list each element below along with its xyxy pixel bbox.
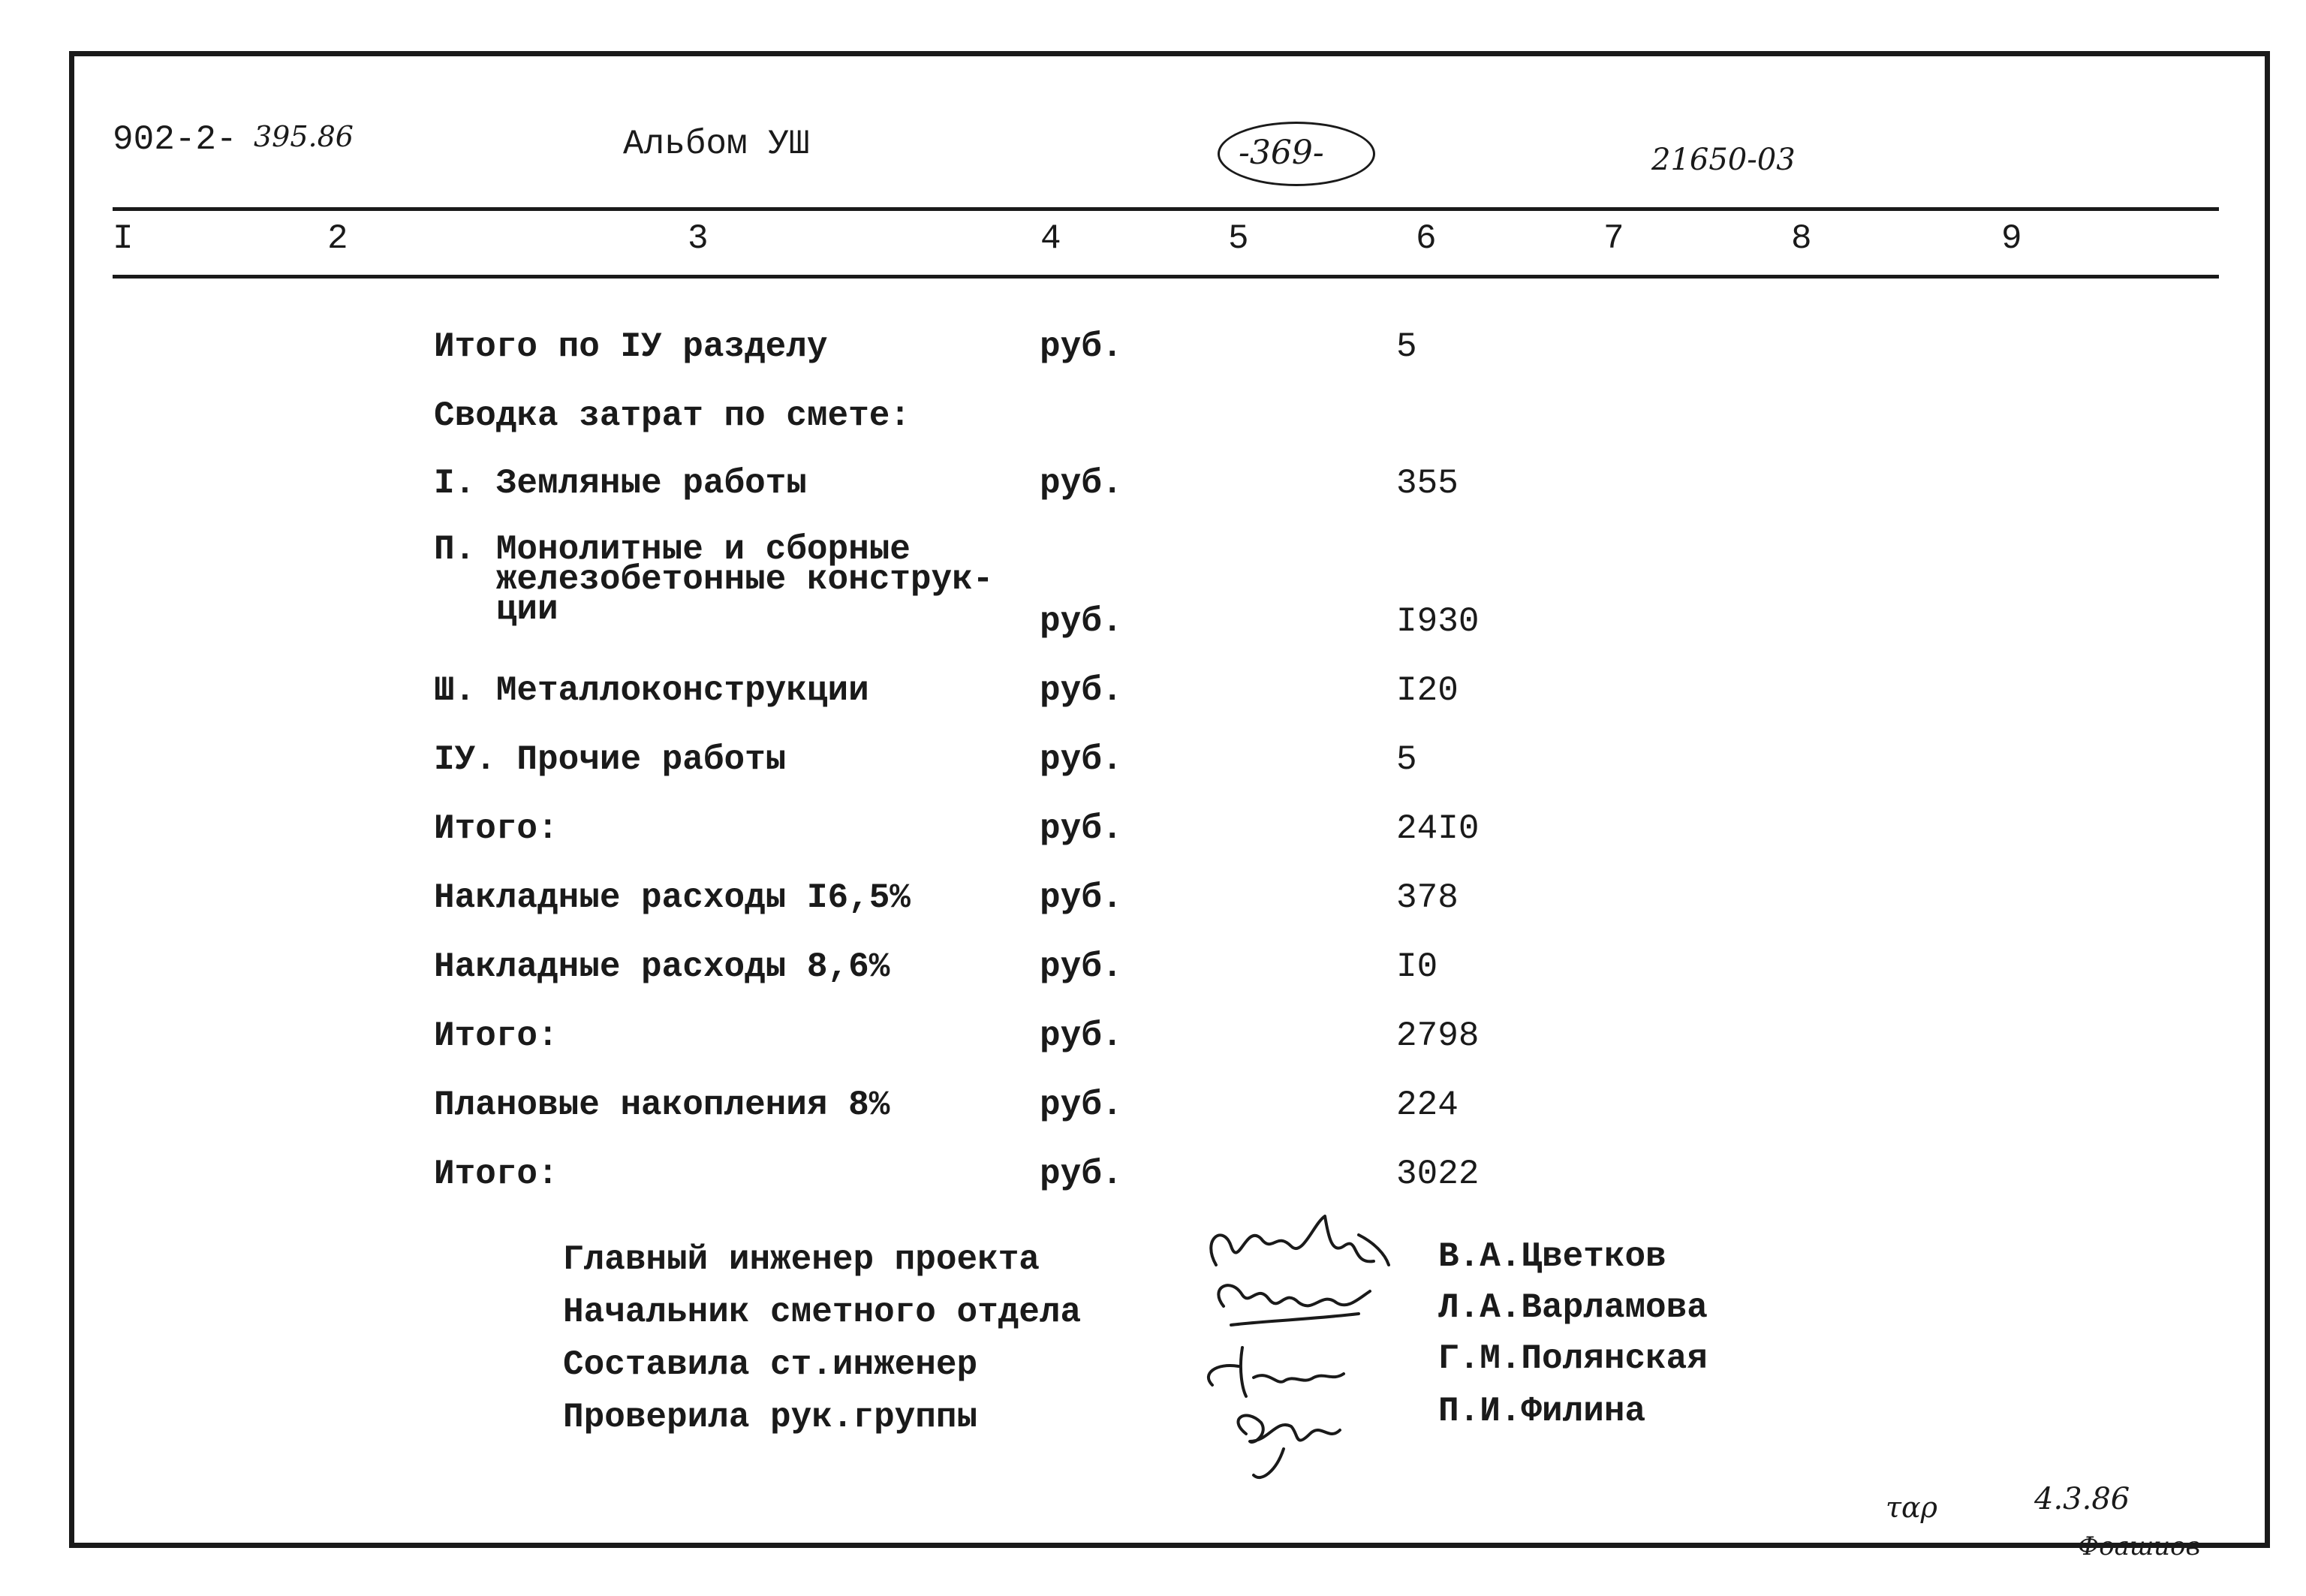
row-unit: руб. [1040,1016,1123,1055]
inventory-number: 21650-03 [1651,143,1796,177]
row-unit: руб. [1040,740,1123,779]
row-value: 2798 [1396,1016,1480,1055]
row-label: Итого: [434,1155,558,1194]
row-value: I930 [1396,602,1480,641]
signature-name: Л.А.Варламова [1438,1288,1708,1327]
doc-code-handwritten: 395.86 [254,120,354,153]
row-value: 355 [1396,464,1459,503]
row-label: Сводка затрат по смете: [434,396,911,435]
doc-code: 902-2- [113,120,237,159]
row-value: 5 [1396,740,1417,779]
handwritten-signatures [1171,1194,1419,1509]
row-label: Накладные расходы I6,5% [434,878,911,917]
signature-role: Составила ст.инженер [563,1345,978,1384]
row-value: 5 [1396,327,1417,366]
handwritten-date: 4.3.86 [2034,1482,2130,1516]
row-label: Итого по IУ разделу [434,327,828,366]
signature-role: Главный инженер проекта [563,1240,1040,1279]
header-rule-top [113,207,2219,211]
page-number: -369- [1239,134,1324,172]
row-unit: руб. [1040,809,1123,848]
handwritten-note: Фоашиов [2078,1531,2201,1561]
column-number: 9 [2001,219,2022,258]
row-unit: руб. [1040,671,1123,710]
signature-name: В.А.Цветков [1438,1237,1666,1276]
row-label: Ш. Металлоконструкции [434,671,869,710]
row-value: 378 [1396,878,1459,917]
signature-name: Г.М.Полянская [1438,1339,1708,1378]
row-unit: руб. [1040,464,1123,503]
column-number: 2 [327,219,348,258]
column-number: 3 [688,219,709,258]
album-title: Альбом УШ [623,125,810,164]
row-label: П. Монолитные и сборные железобетонные конструк- ции [434,530,994,629]
row-unit: руб. [1040,1155,1123,1194]
handwritten-note: ταρ [1886,1491,1938,1524]
column-number: I [113,219,134,258]
row-label: Плановые накопления 8% [434,1086,890,1125]
header-rule-bottom [113,275,2219,279]
row-label: Итого: [434,1016,558,1055]
row-label: IУ. Прочие работы [434,740,787,779]
column-number: 7 [1603,219,1624,258]
row-value: I0 [1396,947,1438,986]
signature-name: П.И.Филина [1438,1392,1646,1431]
row-unit: руб. [1040,327,1123,366]
signature-role: Начальник сметного отдела [563,1293,1082,1332]
row-value: 24I0 [1396,809,1480,848]
row-label: I. Земляные работы [434,464,807,503]
row-label: Накладные расходы 8,6% [434,947,890,986]
column-number: 4 [1040,219,1061,258]
row-unit: руб. [1040,1086,1123,1125]
column-number: 6 [1416,219,1437,258]
row-value: 224 [1396,1086,1459,1125]
signature-role: Проверила рук.группы [563,1398,978,1437]
column-number: 8 [1791,219,1812,258]
row-label: Итого: [434,809,558,848]
row-unit: руб. [1040,602,1123,641]
row-value: I20 [1396,671,1459,710]
row-value: 3022 [1396,1155,1480,1194]
column-number: 5 [1228,219,1249,258]
row-unit: руб. [1040,878,1123,917]
row-unit: руб. [1040,947,1123,986]
